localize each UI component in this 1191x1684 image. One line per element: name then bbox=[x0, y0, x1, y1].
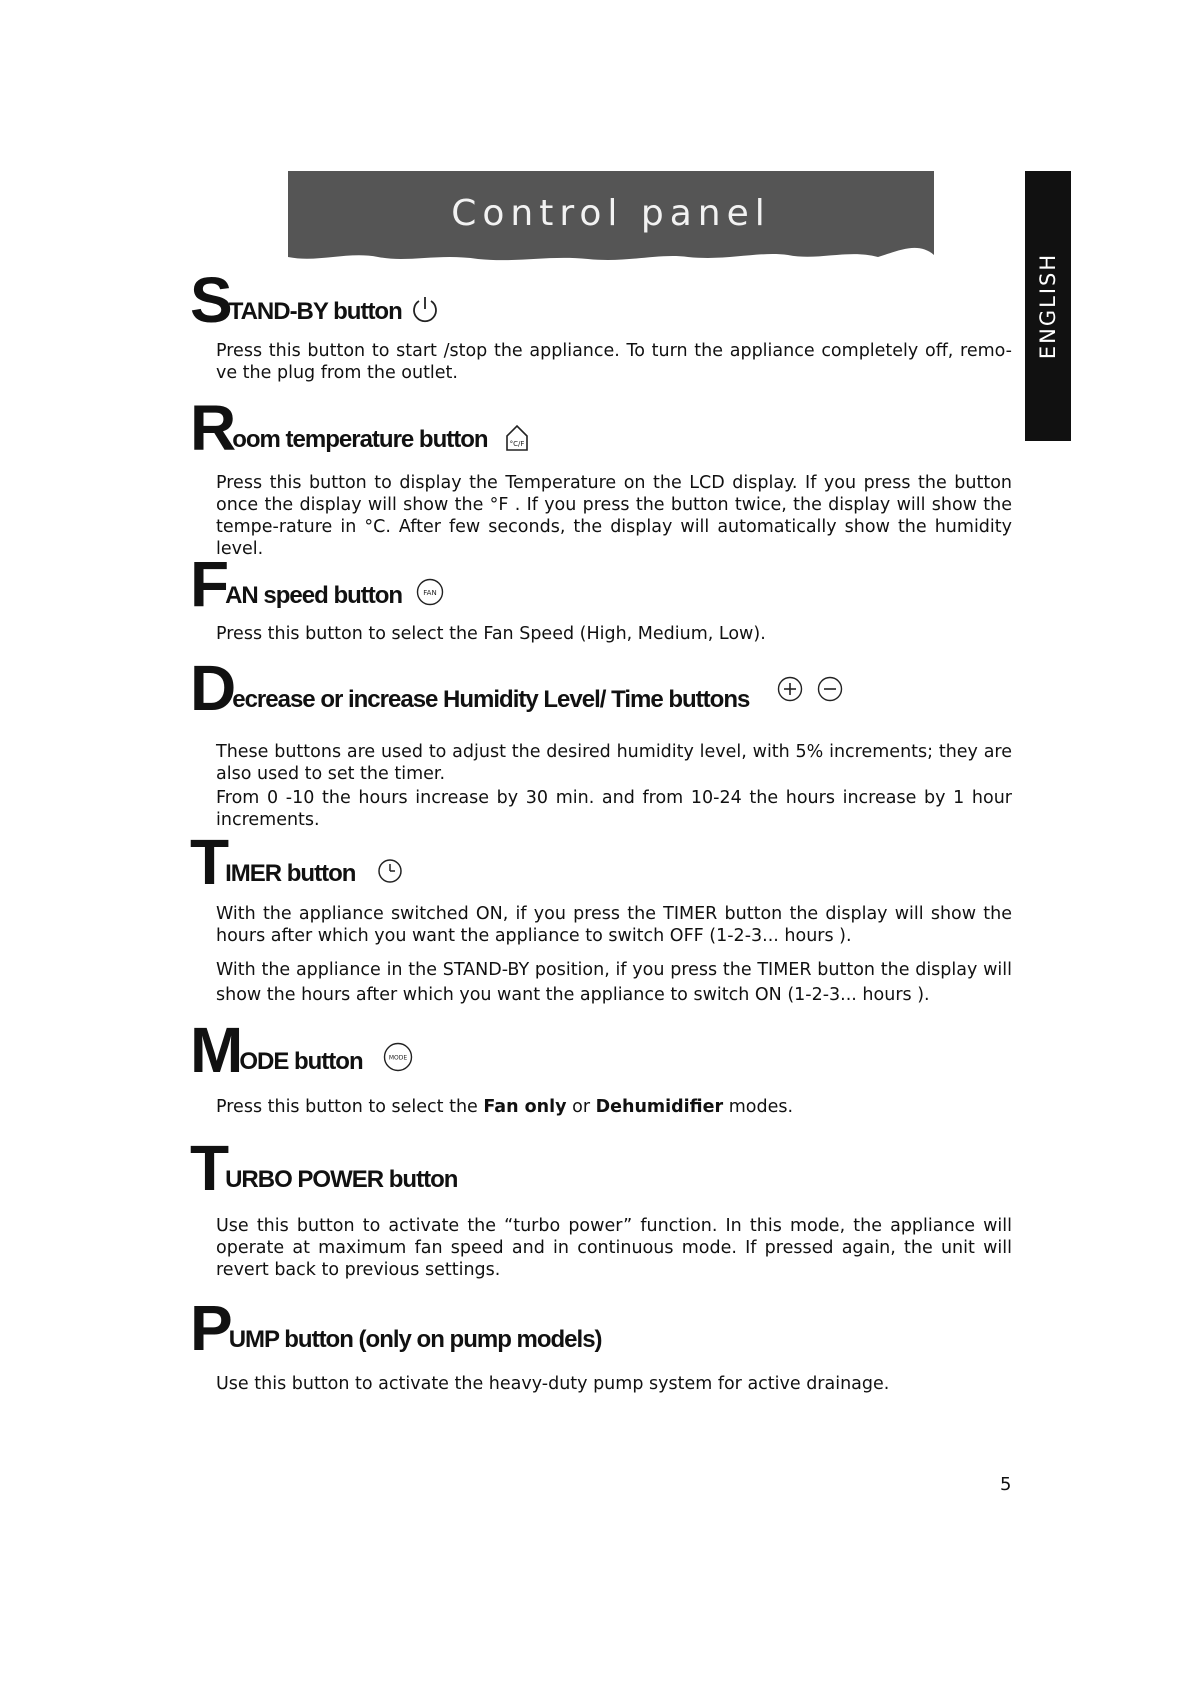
language-label: ENGLISH bbox=[1036, 252, 1060, 360]
svg-text:°C/F: °C/F bbox=[509, 440, 524, 448]
heading-initial: R bbox=[190, 392, 233, 464]
mode-fan-only: Fan only bbox=[483, 1097, 567, 1117]
mode-text-before: Press this button to select the bbox=[216, 1097, 484, 1117]
heading-initial: T bbox=[190, 826, 226, 898]
section-heading-room-temperature bbox=[190, 392, 530, 464]
section-text-room-temperature: Press this button to display the Temperature on the LCD display. If you press the button once the display will show the °F . If you press the button twice, the display will show the tempe-rature in °C. After few seconds, the display will automatically show the humidity level. bbox=[216, 473, 1012, 559]
heading-initial: P bbox=[190, 1292, 229, 1364]
section-text-pump: Use this button to activate the heavy-duty pump system for active drainage. bbox=[216, 1374, 890, 1394]
heading-initial: M bbox=[190, 1014, 240, 1086]
heading-text: TAND-BY button bbox=[228, 298, 402, 325]
section-text-mode bbox=[216, 1096, 1012, 1118]
heading-text: AN speed button bbox=[225, 582, 403, 609]
heading-text: oom temperature button bbox=[232, 426, 488, 453]
section-heading-humidity-time bbox=[190, 652, 843, 724]
section-heading-fan-speed bbox=[190, 548, 444, 620]
plus-icon bbox=[777, 676, 803, 706]
section-heading-mode bbox=[190, 1014, 413, 1086]
section-text-humidity-time-1: These buttons are used to adjust the desired humidity level, with 5% increments; they are also used to set the timer. bbox=[216, 742, 1012, 784]
section-text-humidity-time-2: From 0 -10 the hours increase by 30 min. and from 10-24 the hours increase by 1 hour increments. bbox=[216, 788, 1012, 830]
heading-text: UMP button (only on pump models) bbox=[228, 1326, 602, 1353]
section-text-timer-2: With the appliance in the STAND-BY position, if you press the TIMER button the display will show the hours after which you want the appliance to switch ON (1-2-3... hours ). bbox=[216, 960, 1012, 1005]
section-heading-pump bbox=[190, 1292, 602, 1364]
header-banner bbox=[288, 171, 934, 263]
heading-initial: F bbox=[190, 548, 226, 620]
room-temperature-icon bbox=[504, 424, 530, 456]
mode-dehumidifier: Dehumidifier bbox=[595, 1097, 724, 1117]
mode-icon bbox=[383, 1042, 413, 1076]
page-number: 5 bbox=[1000, 1474, 1012, 1495]
heading-text: ODE button bbox=[239, 1048, 363, 1075]
clock-icon bbox=[377, 858, 403, 888]
page-title: Control panel bbox=[451, 193, 771, 234]
language-tab bbox=[1025, 171, 1071, 441]
heading-text: ecrease or increase Humidity Level/ Time buttons bbox=[232, 686, 750, 713]
power-icon bbox=[410, 294, 440, 328]
section-heading-standby bbox=[190, 264, 440, 336]
fan-icon bbox=[416, 578, 444, 610]
heading-initial: T bbox=[190, 1132, 226, 1204]
svg-text:FAN: FAN bbox=[423, 589, 437, 597]
heading-initial: D bbox=[190, 652, 233, 724]
minus-icon bbox=[817, 676, 843, 706]
section-text-timer-1: With the appliance switched ON, if you press the TIMER button the display will show the hours after which you want the appliance to switch OFF (1-2-3... hours ). bbox=[216, 904, 1012, 946]
section-text-turbo-power: Use this button to activate the “turbo power” function. In this mode, the appliance will operate at maximum fan speed and in continuous mode. If pressed again, the unit will revert back to previous settings. bbox=[216, 1216, 1012, 1280]
mode-text-after: modes. bbox=[723, 1097, 794, 1117]
section-text-fan-speed: Press this button to select the Fan Speed (High, Medium, Low). bbox=[216, 624, 766, 644]
mode-text-mid: or bbox=[566, 1097, 596, 1117]
section-heading-turbo-power bbox=[190, 1132, 458, 1204]
heading-text: URBO POWER button bbox=[225, 1166, 458, 1193]
svg-text:MODE: MODE bbox=[388, 1054, 407, 1062]
heading-text: IMER button bbox=[225, 860, 356, 887]
heading-initial: S bbox=[190, 264, 229, 336]
section-text-standby: Press this button to start /stop the appliance. To turn the appliance completely off, remo-ve the plug from the outlet. bbox=[216, 341, 1012, 383]
section-heading-timer bbox=[190, 826, 403, 898]
